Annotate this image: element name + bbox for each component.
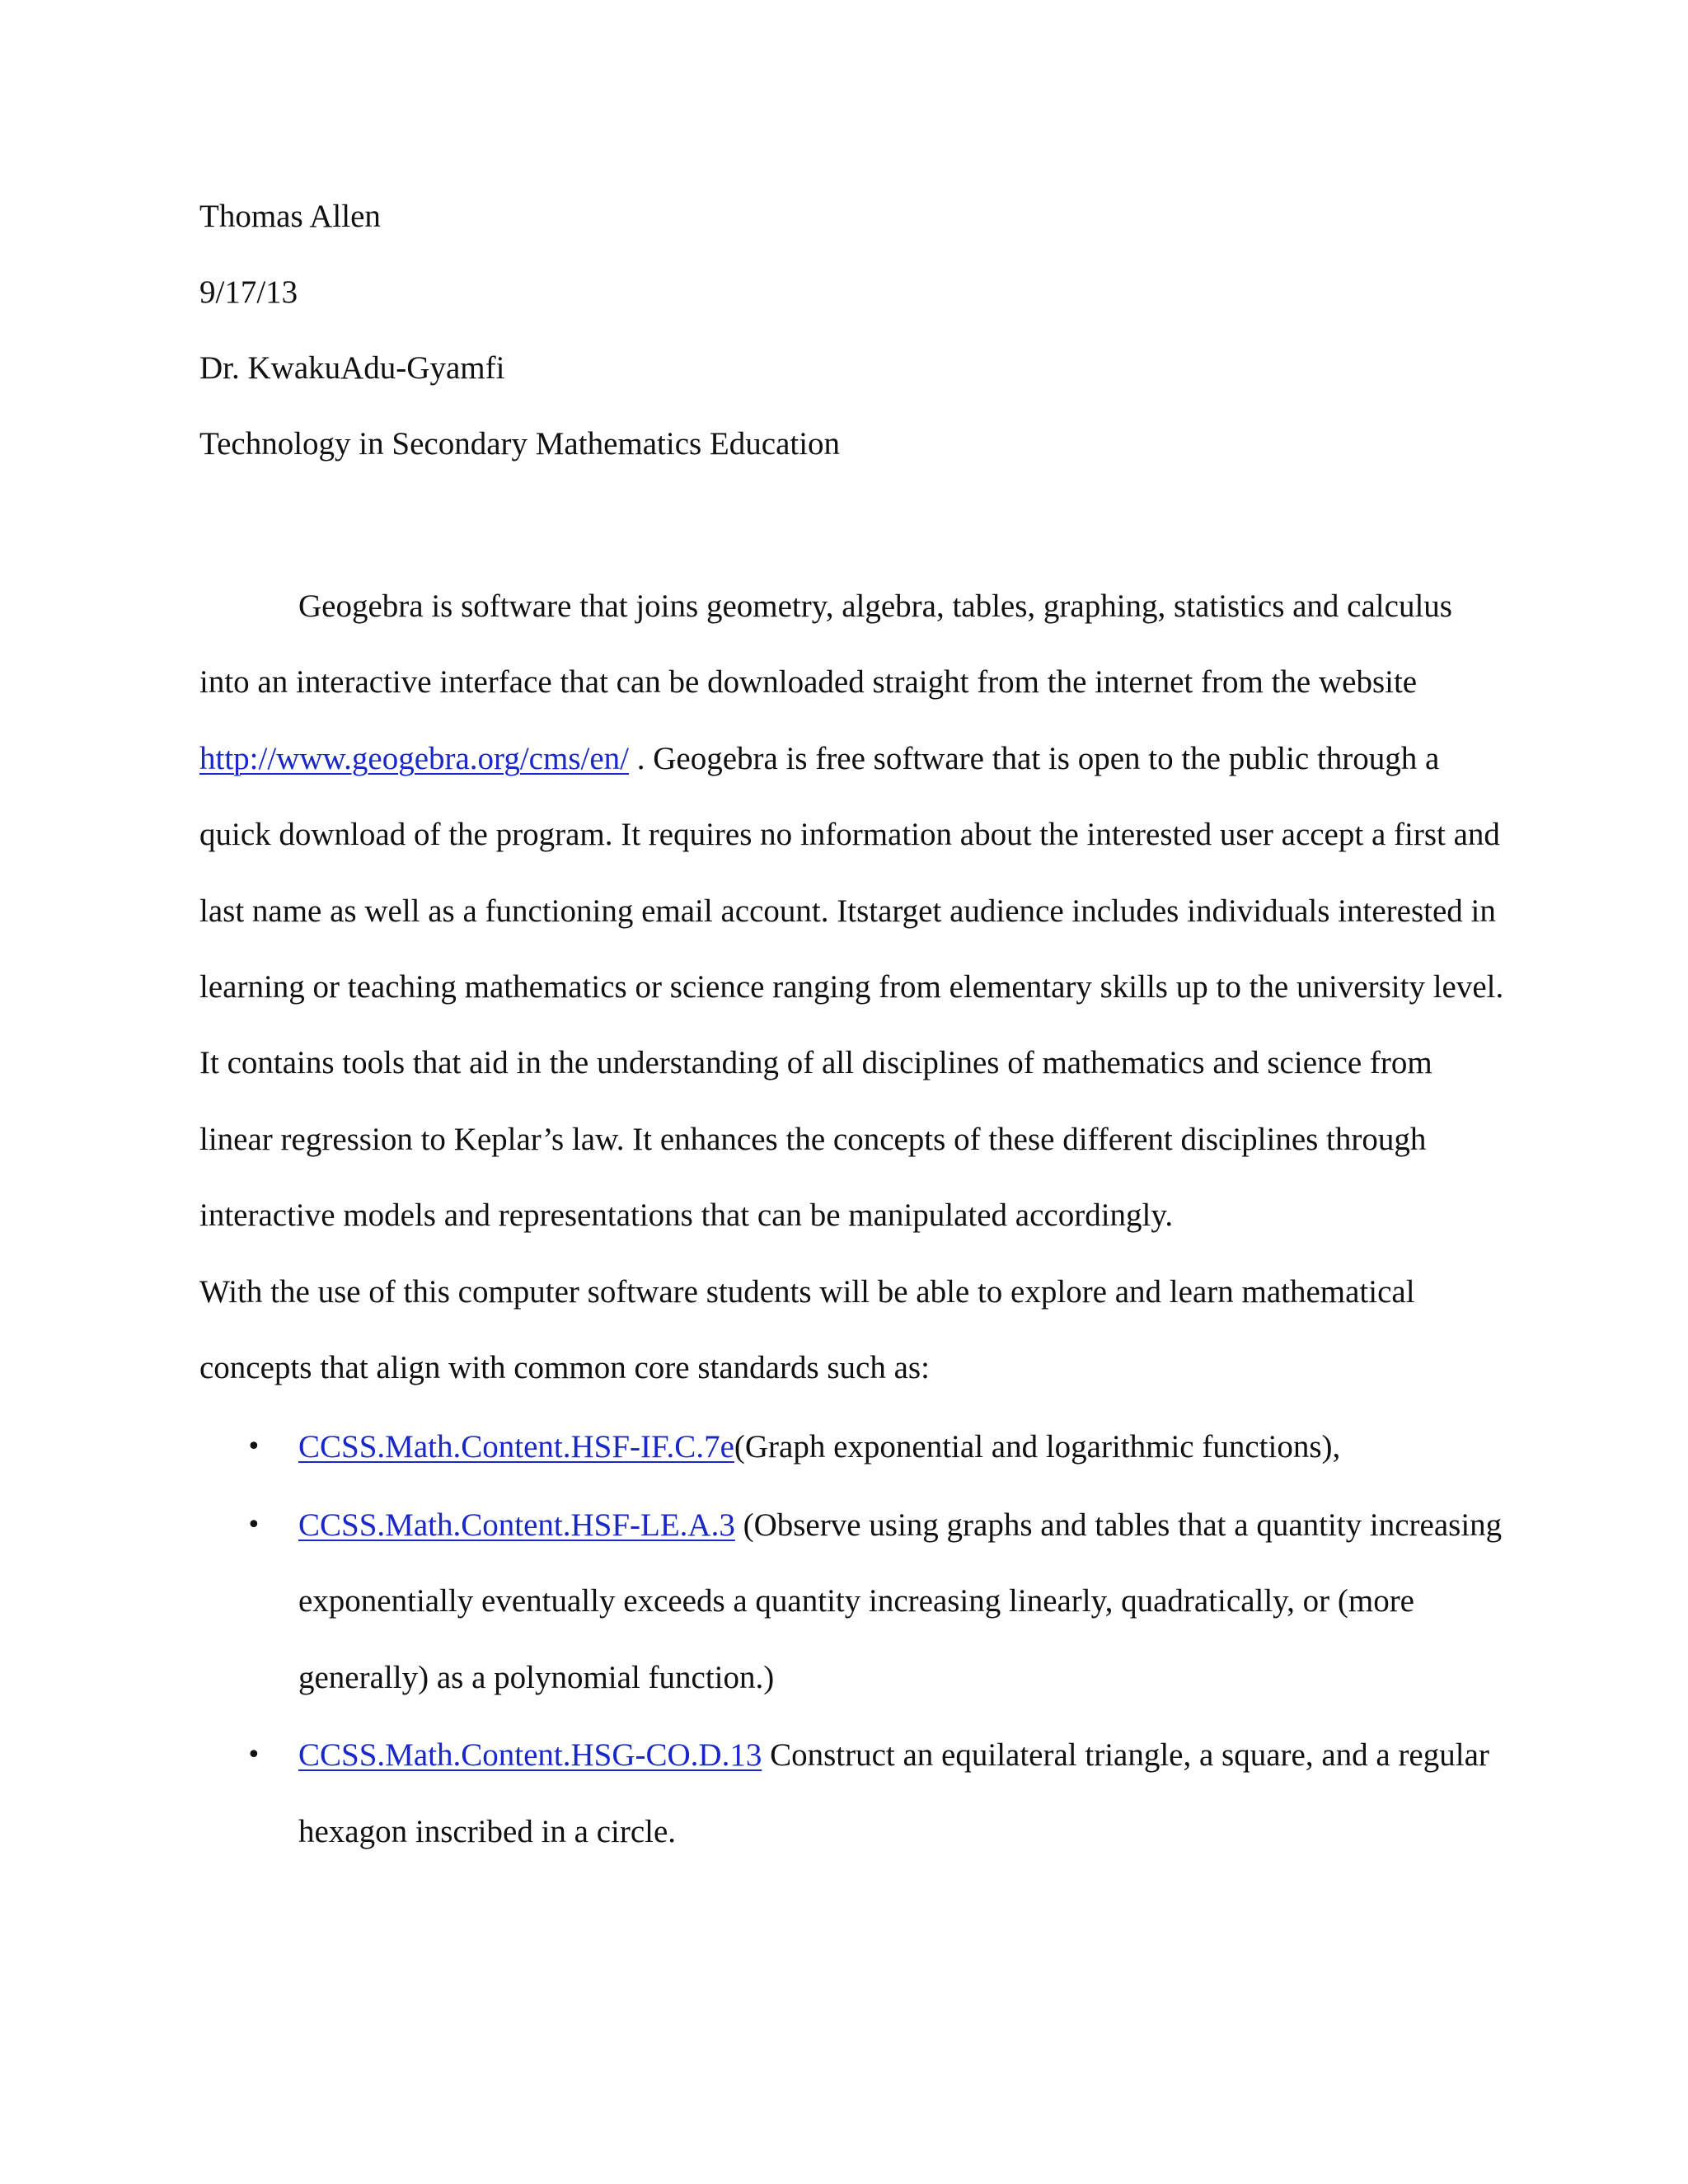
list-item [199,1718,1510,1870]
intro-paragraph [199,569,1510,1254]
standards-list [199,1409,1510,1869]
standard-link-hsf-if-c7e[interactable]: CCSS.Math.Content.HSF-IF.C.7e [298,1429,734,1465]
bullet-icon: • [246,1432,261,1462]
instructor-name: Dr. KwakuAdu-Gyamfi [199,350,505,386]
course-title: Technology in Secondary Mathematics Education [199,426,841,462]
document-content [199,191,1510,1870]
standard-description: (Observe using graphs and tables that a quantity increasing exponentially eventually exceeds a quantity increasing linearly, quadratically, or (more generally) as a polynomial function.) [298,1507,1503,1695]
list-item [199,1409,1510,1485]
author-name: Thomas Allen [199,199,381,234]
standard-link-hsf-le-a3[interactable]: CCSS.Math.Content.HSF-LE.A.3 [298,1507,735,1543]
intro-text-rest: . Geogebra is free software that is open to the public through a quick download of the program. It requires no information about the interested user accept a first and last name as well as a functioning email account. Itstarget audience includes individuals interested in learning or teaching mathematics or science ranging from elementary skills up to the university level. It contains tools that aid in the understanding of all disciplines of mathematics and science from linear regression to Keplar’s law. It enhances the concepts of these different disciplines through interactive models and representations that can be manipulated accordingly. [199,740,1504,1234]
standard-link-hsg-co-d13[interactable]: CCSS.Math.Content.HSG-CO.D.13 [298,1737,762,1774]
bullet-icon: • [246,1741,261,1770]
bullet-icon: • [246,1510,261,1540]
intro-text-start: Geogebra is software that joins geometry, algebra, tables, graphing, statistics and calculus into an interactive interface that can be downloaded straight from the internet from the website [199,588,1452,701]
standard-description: Construct an equilateral triangle, a square, and a regular hexagon inscribed in a circle. [298,1737,1489,1849]
geogebra-website-link[interactable]: http://www.geogebra.org/cms/en/ [199,740,629,776]
document-date: 9/17/13 [199,274,298,310]
list-item [199,1488,1510,1716]
standard-description: (Graph exponential and logarithmic functions), [734,1429,1341,1465]
standards-intro-paragraph: With the use of this computer software students will be able to explore and learn mathematical concepts that align with common core standards such as: [199,1273,1415,1386]
